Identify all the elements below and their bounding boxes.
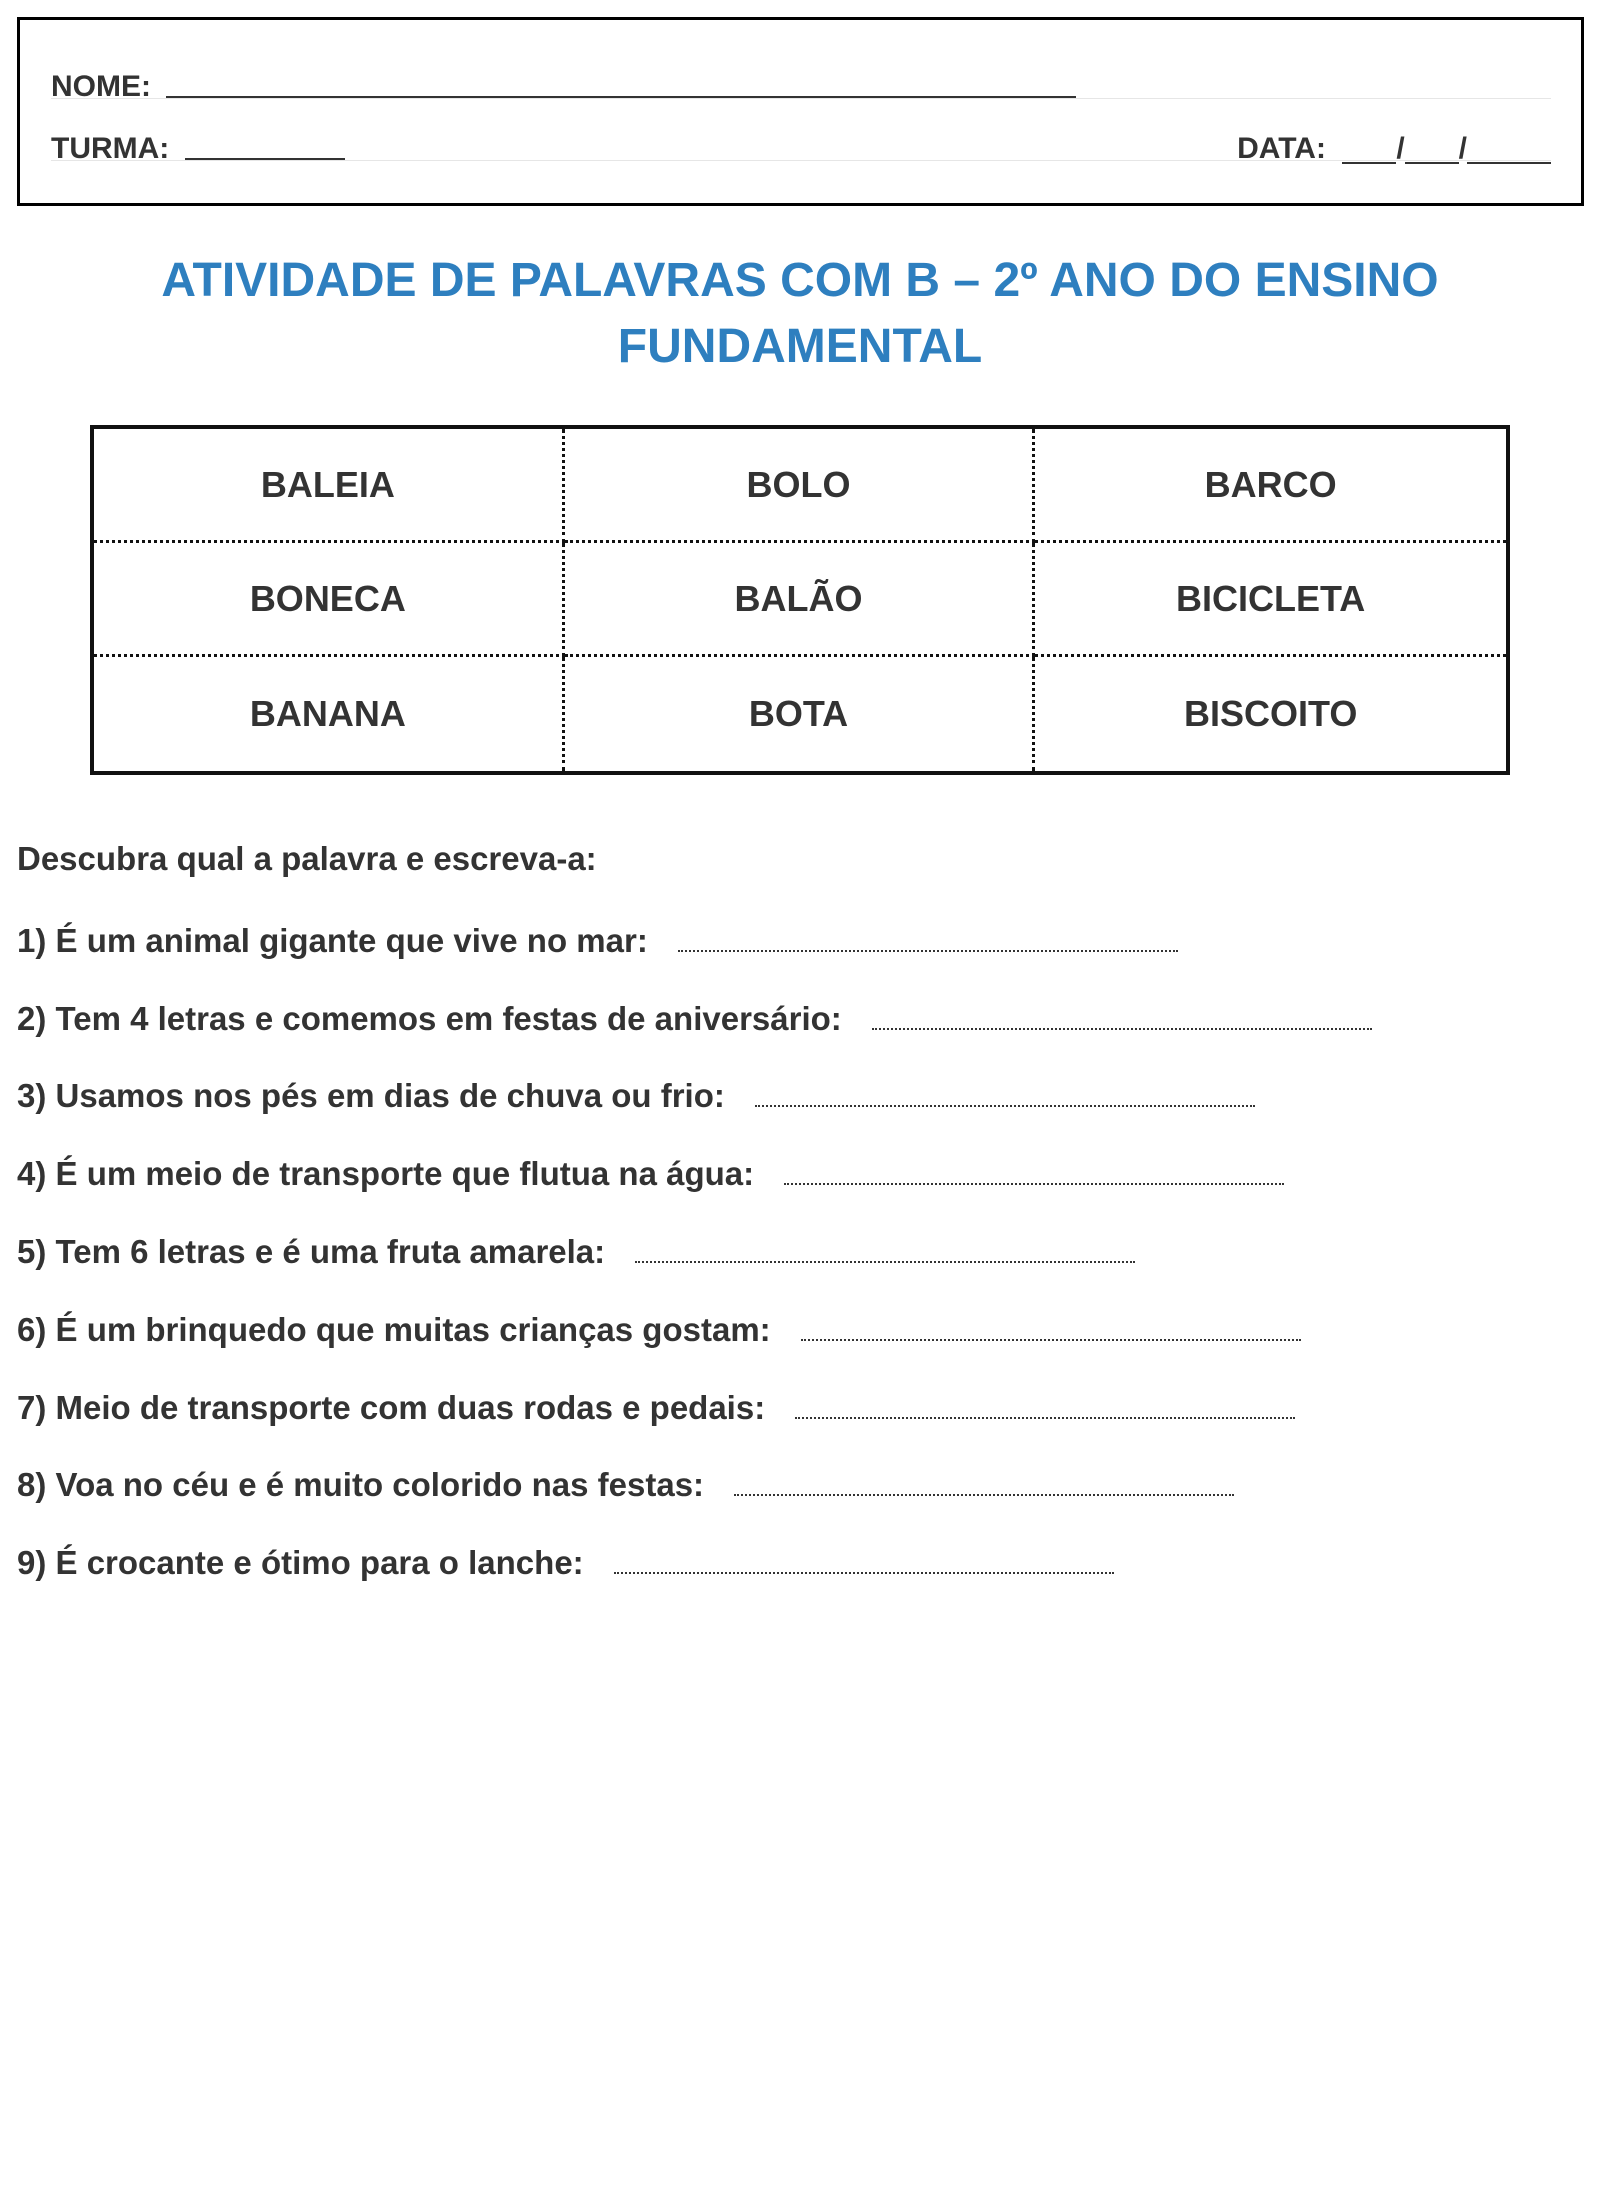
date-month-line[interactable] [1405, 138, 1459, 164]
question-item [17, 1389, 1295, 1427]
word-cell: BANANA [94, 657, 565, 771]
question-text: 9) É crocante e ótimo para o lanche: [17, 1544, 584, 1581]
answer-line[interactable] [755, 1083, 1255, 1107]
name-row [51, 38, 1551, 103]
question-text: 2) Tem 4 letras e comemos em festas de aniversário: [17, 1000, 842, 1037]
date-label: DATA: [1237, 132, 1326, 165]
answer-line[interactable] [734, 1472, 1234, 1496]
class-label: TURMA: [51, 132, 170, 165]
word-cell: BICICLETA [1035, 543, 1506, 657]
class-date-row [51, 100, 1551, 165]
date-day-line[interactable] [1342, 138, 1396, 164]
answer-line[interactable] [872, 1006, 1372, 1030]
question-text: 6) É um brinquedo que muitas crianças gostam: [17, 1311, 771, 1348]
instruction-text: Descubra qual a palavra e escreva-a: [17, 840, 597, 877]
question-item [17, 1077, 1255, 1115]
student-info-box [17, 17, 1584, 206]
date-field [1237, 134, 1551, 164]
question-item [17, 1311, 1301, 1349]
question-item [17, 1000, 1372, 1038]
question-item [17, 922, 1178, 960]
word-bank-table [90, 425, 1510, 775]
question-item [17, 1155, 1284, 1193]
question-item [17, 1466, 1234, 1504]
question-text: 1) É um animal gigante que vive no mar: [17, 922, 648, 959]
word-cell: BOLO [565, 429, 1036, 543]
word-cell: BALÃO [565, 543, 1036, 657]
name-field-line[interactable] [166, 96, 1076, 98]
question-item [17, 1233, 1135, 1271]
answer-line[interactable] [784, 1161, 1284, 1185]
question-text: 3) Usamos nos pés em dias de chuva ou frio: [17, 1077, 725, 1114]
question-text: 7) Meio de transporte com duas rodas e pedais: [17, 1389, 766, 1426]
class-field-line[interactable] [185, 158, 345, 160]
name-label: NOME: [51, 70, 151, 103]
question-text: 5) Tem 6 letras e é uma fruta amarela: [17, 1233, 606, 1270]
word-cell: BISCOITO [1183, 693, 1358, 734]
word-cell: BOTA [565, 657, 1036, 771]
answer-line[interactable] [801, 1317, 1301, 1341]
question-text: 4) É um meio de transporte que flutua na água: [17, 1155, 755, 1192]
date-year-line[interactable] [1467, 138, 1551, 164]
page-title: ATIVIDADE DE PALAVRAS COM B – 2º ANO DO ENSINO FUNDAMENTAL [161, 254, 1439, 373]
answer-line[interactable] [614, 1550, 1114, 1574]
question-text: 8) Voa no céu e é muito colorido nas festas: [17, 1466, 705, 1503]
question-item [17, 1544, 1114, 1582]
answer-line[interactable] [635, 1239, 1135, 1263]
date-separator: / [1458, 132, 1467, 165]
date-separator: / [1396, 132, 1405, 165]
answer-line[interactable] [795, 1395, 1295, 1419]
word-cell: BONECA [94, 543, 565, 657]
word-cell: BARCO [1035, 429, 1506, 543]
word-cell: BALEIA [94, 429, 565, 543]
answer-line[interactable] [678, 928, 1178, 952]
